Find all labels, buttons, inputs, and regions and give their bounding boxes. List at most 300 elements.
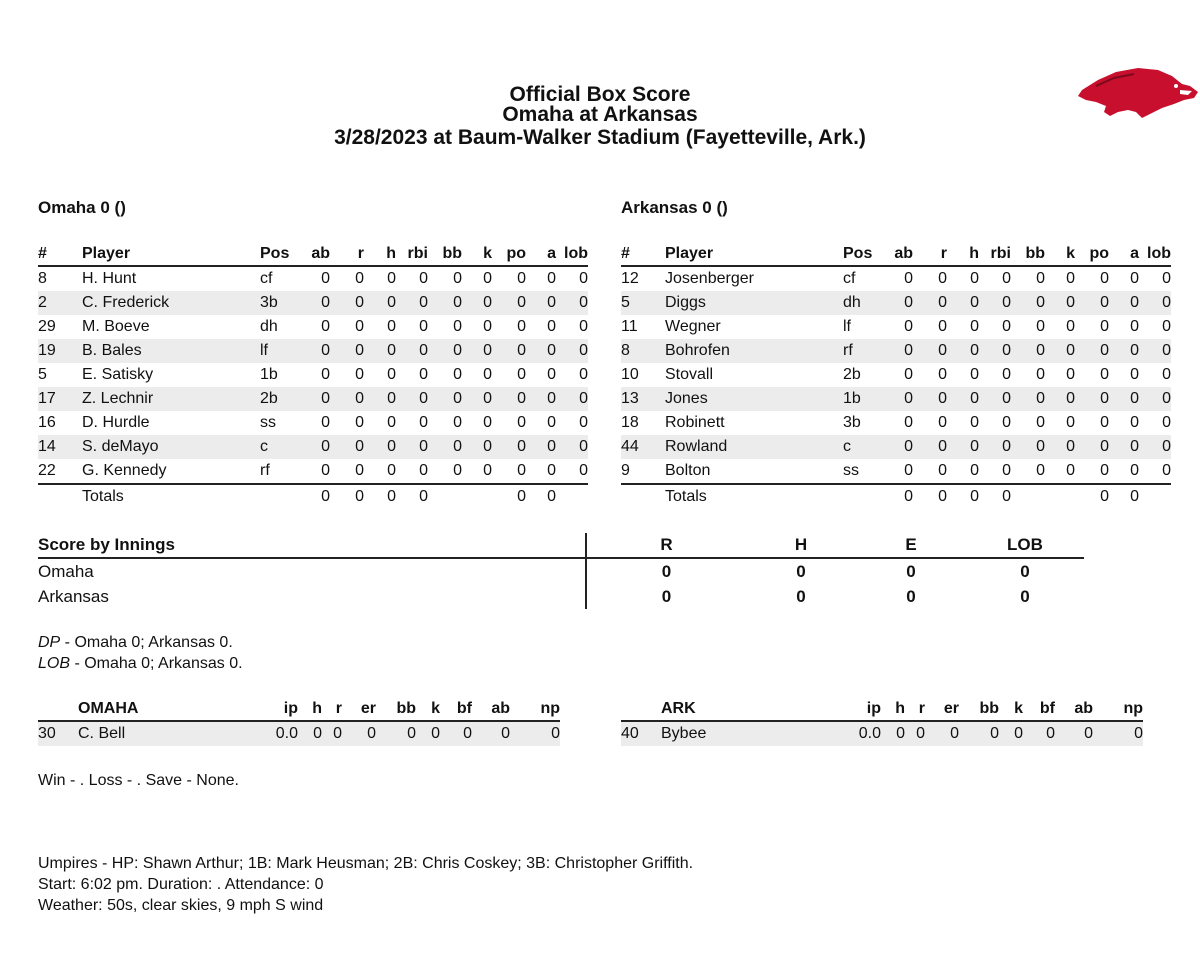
col-num: # <box>621 243 665 266</box>
player-pos: 2b <box>260 387 300 411</box>
player-po: 0 <box>517 318 526 335</box>
pitcher-name: C. Bell <box>78 721 268 746</box>
sbi-col-r: R <box>586 533 746 558</box>
sbi-row <box>38 558 1084 584</box>
player-po: 0 <box>1100 462 1109 479</box>
player-ab: 0 <box>904 462 913 479</box>
player-name: Josenberger <box>665 270 754 287</box>
col-a: a <box>526 243 556 266</box>
table-row <box>621 266 1171 291</box>
col-bb: bb <box>1011 243 1045 266</box>
player-a: 0 <box>526 387 556 411</box>
pcol-er: er <box>342 698 376 721</box>
score-by-innings-table <box>38 533 1084 609</box>
player-lob: 0 <box>579 462 588 479</box>
pitcher-h: 0 <box>298 721 322 746</box>
pitcher-bb: 0 <box>376 721 416 746</box>
totals-r: 0 <box>913 484 947 509</box>
player-pos: c <box>260 435 300 459</box>
player-ab: 0 <box>321 462 330 479</box>
pcol-bb: bb <box>959 698 999 721</box>
player-h: 0 <box>947 339 979 363</box>
game-footer <box>38 853 693 916</box>
totals-ab: 0 <box>300 484 330 509</box>
totals-ab: 0 <box>883 484 913 509</box>
col-k: k <box>462 243 492 266</box>
player-lob: 0 <box>1162 270 1171 287</box>
player-bb: 0 <box>1011 291 1045 315</box>
player-k: 0 <box>1066 462 1075 479</box>
table-row <box>38 363 588 387</box>
player-num: 11 <box>621 318 638 335</box>
col-player: Player <box>665 243 843 266</box>
totals-po: 0 <box>492 484 526 509</box>
player-ab: 0 <box>300 387 330 411</box>
player-lob: 0 <box>1139 387 1171 411</box>
table-row <box>38 339 588 363</box>
player-k: 0 <box>1045 387 1075 411</box>
away-batting-table <box>38 243 588 509</box>
player-po: 0 <box>517 462 526 479</box>
player-h: 0 <box>364 291 396 315</box>
player-r: 0 <box>913 435 947 459</box>
player-h: 0 <box>387 366 396 383</box>
player-name: Jones <box>665 387 843 411</box>
sbi-team: Omaha <box>38 558 586 584</box>
sbi-header-row <box>38 533 1084 558</box>
pitcher-num: 30 <box>38 721 78 746</box>
player-ab: 0 <box>321 270 330 287</box>
player-lob: 0 <box>1162 462 1171 479</box>
start-info: Start: 6:02 pm. Duration: . Attendance: 0 <box>38 876 324 893</box>
player-bb: 0 <box>1036 366 1045 383</box>
col-k: k <box>1045 243 1075 266</box>
player-h: 0 <box>387 318 396 335</box>
table-row <box>621 459 1171 484</box>
player-name: Rowland <box>665 435 843 459</box>
player-bb: 0 <box>428 435 462 459</box>
player-rbi: 0 <box>396 435 428 459</box>
player-po: 0 <box>517 366 526 383</box>
player-bb: 0 <box>428 339 462 363</box>
table-row <box>38 435 588 459</box>
player-r: 0 <box>355 462 364 479</box>
totals-row <box>38 484 588 509</box>
away-pitching-team: OMAHA <box>78 698 268 721</box>
totals-rbi: 0 <box>396 484 428 509</box>
player-po: 0 <box>492 291 526 315</box>
game-notes <box>38 632 243 674</box>
player-ab: 0 <box>904 318 913 335</box>
home-pitching-header <box>621 698 1143 721</box>
player-k: 0 <box>462 387 492 411</box>
player-name: S. deMayo <box>82 435 260 459</box>
dp-label: DP <box>38 634 61 651</box>
home-team-label: Arkansas 0 () <box>621 198 728 217</box>
player-ab: 0 <box>904 414 913 431</box>
player-h: 0 <box>387 270 396 287</box>
col-bb: bb <box>428 243 462 266</box>
player-bb: 0 <box>1036 462 1045 479</box>
totals-a: 0 <box>526 484 556 509</box>
player-h: 0 <box>364 387 396 411</box>
player-ab: 0 <box>321 318 330 335</box>
col-r: r <box>913 243 947 266</box>
sbi-team: Arkansas <box>38 584 586 609</box>
player-name: Bohrofen <box>665 339 843 363</box>
col-po: po <box>1075 243 1109 266</box>
double-plays-note <box>38 632 243 653</box>
player-ab: 0 <box>883 291 913 315</box>
player-name: D. Hurdle <box>82 414 150 431</box>
player-bb: 0 <box>1011 387 1045 411</box>
player-a: 0 <box>1109 291 1139 315</box>
player-r: 0 <box>330 291 364 315</box>
player-num: 8 <box>621 339 665 363</box>
player-pos: cf <box>260 270 273 287</box>
player-name: H. Hunt <box>82 270 137 287</box>
player-po: 0 <box>517 270 526 287</box>
pitcher-h: 0 <box>881 721 905 746</box>
decisions: Win - . Loss - . Save - None. <box>38 772 239 789</box>
home-pitching-table <box>621 698 1143 746</box>
player-lob: 0 <box>1162 414 1171 431</box>
player-rbi: 0 <box>979 339 1011 363</box>
away-team-label: Omaha 0 () <box>38 198 126 217</box>
player-lob: 0 <box>1139 339 1171 363</box>
player-pos: c <box>843 435 883 459</box>
player-k: 0 <box>483 414 492 431</box>
pcol-np: np <box>1093 698 1143 721</box>
player-r: 0 <box>355 270 364 287</box>
player-k: 0 <box>1066 270 1075 287</box>
player-pos: dh <box>843 291 883 315</box>
pitcher-k: 0 <box>416 721 440 746</box>
player-num: 16 <box>38 414 56 431</box>
player-rbi: 0 <box>1002 366 1011 383</box>
player-bb: 0 <box>453 270 462 287</box>
away-pitching-table <box>38 698 560 746</box>
pitcher-bf: 0 <box>1023 721 1055 746</box>
lob-text: - Omaha 0; Arkansas 0. <box>70 655 243 672</box>
player-num: 12 <box>621 270 639 287</box>
player-k: 0 <box>1066 318 1075 335</box>
player-ab: 0 <box>883 339 913 363</box>
pcol-bf: bf <box>1023 698 1055 721</box>
player-num: 18 <box>621 414 639 431</box>
player-pos: 3b <box>260 291 300 315</box>
away-header-row <box>38 243 588 266</box>
player-lob: 0 <box>579 318 588 335</box>
player-num: 19 <box>38 339 82 363</box>
player-ab: 0 <box>300 339 330 363</box>
player-a: 0 <box>547 318 556 335</box>
player-po: 0 <box>1075 339 1109 363</box>
player-bb: 0 <box>1011 339 1045 363</box>
player-pos: cf <box>843 270 856 287</box>
player-k: 0 <box>462 339 492 363</box>
home-header-row <box>621 243 1171 266</box>
player-lob: 0 <box>1162 366 1171 383</box>
player-po: 0 <box>1100 414 1109 431</box>
sbi-col-e: E <box>856 533 966 558</box>
table-row <box>38 387 588 411</box>
player-rbi: 0 <box>396 291 428 315</box>
player-lob: 0 <box>1139 435 1171 459</box>
player-k: 0 <box>483 366 492 383</box>
player-name: C. Frederick <box>82 291 260 315</box>
player-lob: 0 <box>556 435 588 459</box>
table-row <box>621 387 1171 411</box>
lob-label: LOB <box>38 655 71 672</box>
player-h: 0 <box>364 339 396 363</box>
player-pos: ss <box>843 462 859 479</box>
player-r: 0 <box>938 462 947 479</box>
table-row <box>621 435 1171 459</box>
razorback-hog-icon <box>1076 60 1200 124</box>
player-name: B. Bales <box>82 339 260 363</box>
table-row <box>621 315 1171 339</box>
date-venue: 3/28/2023 at Baum-Walker Stadium (Fayetteville, Ark.) <box>334 126 866 149</box>
player-r: 0 <box>938 414 947 431</box>
player-ab: 0 <box>883 435 913 459</box>
player-po: 0 <box>492 387 526 411</box>
table-row <box>621 339 1171 363</box>
col-rbi: rbi <box>979 243 1011 266</box>
pcol-np: np <box>510 698 560 721</box>
player-pos: 2b <box>843 366 861 383</box>
col-h: h <box>364 243 396 266</box>
player-rbi: 0 <box>419 414 428 431</box>
col-player: Player <box>82 243 260 266</box>
player-name: E. Satisky <box>82 366 154 383</box>
dp-text: - Omaha 0; Arkansas 0. <box>60 634 233 651</box>
table-row <box>38 459 588 484</box>
player-rbi: 0 <box>1002 462 1011 479</box>
player-bb: 0 <box>453 414 462 431</box>
table-row <box>38 315 588 339</box>
player-a: 0 <box>1109 435 1139 459</box>
player-k: 0 <box>1045 339 1075 363</box>
player-h: 0 <box>970 318 979 335</box>
totals-label: Totals <box>665 484 843 509</box>
player-bb: 0 <box>453 462 462 479</box>
pitcher-num: 40 <box>621 721 661 746</box>
player-r: 0 <box>938 366 947 383</box>
player-h: 0 <box>970 414 979 431</box>
player-pos: ss <box>260 414 276 431</box>
player-bb: 0 <box>1036 414 1045 431</box>
col-pos: Pos <box>843 243 883 266</box>
player-num: 13 <box>621 387 665 411</box>
matchup: Omaha at Arkansas <box>502 103 698 126</box>
pitcher-k: 0 <box>999 721 1023 746</box>
player-ab: 0 <box>300 291 330 315</box>
player-name: Stovall <box>665 366 714 383</box>
player-rbi: 0 <box>979 435 1011 459</box>
player-lob: 0 <box>579 270 588 287</box>
table-row <box>38 291 588 315</box>
player-num: 29 <box>38 318 56 335</box>
player-po: 0 <box>517 414 526 431</box>
player-r: 0 <box>913 387 947 411</box>
player-k: 0 <box>1066 366 1075 383</box>
pitcher-ab: 0 <box>472 721 510 746</box>
player-ab: 0 <box>904 270 913 287</box>
totals-r: 0 <box>330 484 364 509</box>
pcol-h: h <box>298 698 322 721</box>
home-batting-table <box>621 243 1171 509</box>
sbi-title: Score by Innings <box>38 533 586 558</box>
pitcher-ip: 0.0 <box>851 721 881 746</box>
weather: Weather: 50s, clear skies, 9 mph S wind <box>38 897 324 914</box>
pitcher-row <box>621 721 1143 746</box>
player-po: 0 <box>1100 270 1109 287</box>
player-a: 0 <box>526 291 556 315</box>
player-pos: lf <box>843 318 851 335</box>
col-h: h <box>947 243 979 266</box>
player-ab: 0 <box>321 366 330 383</box>
player-rbi: 0 <box>1002 414 1011 431</box>
player-h: 0 <box>387 462 396 479</box>
sbi-h: 0 <box>796 586 806 606</box>
lob-note <box>38 653 243 674</box>
col-num: # <box>38 243 82 266</box>
pcol-k: k <box>416 698 440 721</box>
player-h: 0 <box>947 435 979 459</box>
pcol-er: er <box>925 698 959 721</box>
player-po: 0 <box>1075 435 1109 459</box>
player-name: M. Boeve <box>82 318 150 335</box>
player-h: 0 <box>947 291 979 315</box>
sbi-lob: 0 <box>1020 586 1030 606</box>
table-row <box>38 266 588 291</box>
player-a: 0 <box>526 339 556 363</box>
player-lob: 0 <box>579 414 588 431</box>
player-bb: 0 <box>1036 270 1045 287</box>
totals-label: Totals <box>82 484 260 509</box>
player-num: 17 <box>38 387 82 411</box>
pitcher-name: Bybee <box>661 721 851 746</box>
umpires: Umpires - HP: Shawn Arthur; 1B: Mark Heusman; 2B: Chris Coskey; 3B: Christopher Griffith. <box>38 855 694 872</box>
player-k: 0 <box>462 291 492 315</box>
pcol-r: r <box>905 698 925 721</box>
player-name: Robinett <box>665 414 725 431</box>
pitcher-np: 0 <box>510 721 560 746</box>
table-row <box>621 363 1171 387</box>
player-rbi: 0 <box>419 366 428 383</box>
player-name: Bolton <box>665 462 711 479</box>
player-r: 0 <box>355 414 364 431</box>
player-num: 5 <box>38 366 47 383</box>
player-r: 0 <box>330 339 364 363</box>
player-a: 0 <box>526 435 556 459</box>
player-pos: 1b <box>843 387 883 411</box>
player-lob: 0 <box>556 387 588 411</box>
totals-h: 0 <box>364 484 396 509</box>
pitcher-bb: 0 <box>959 721 999 746</box>
player-ab: 0 <box>321 414 330 431</box>
player-ab: 0 <box>904 366 913 383</box>
player-r: 0 <box>355 318 364 335</box>
player-num: 10 <box>621 366 639 383</box>
player-k: 0 <box>462 435 492 459</box>
player-bb: 0 <box>453 366 462 383</box>
player-r: 0 <box>913 339 947 363</box>
player-num: 44 <box>621 435 665 459</box>
pcol-k: k <box>999 698 1023 721</box>
player-h: 0 <box>970 270 979 287</box>
player-num: 14 <box>38 435 82 459</box>
player-a: 0 <box>1130 462 1139 479</box>
pcol-ab: ab <box>472 698 510 721</box>
away-pitching-header <box>38 698 560 721</box>
pitcher-bf: 0 <box>440 721 472 746</box>
player-pos: lf <box>260 339 300 363</box>
sbi-h: 0 <box>796 561 806 581</box>
col-ab: ab <box>883 243 913 266</box>
player-r: 0 <box>330 387 364 411</box>
player-a: 0 <box>547 462 556 479</box>
pcol-ip: ip <box>851 698 881 721</box>
totals-po: 0 <box>1075 484 1109 509</box>
player-k: 0 <box>1045 435 1075 459</box>
pcol-ab: ab <box>1055 698 1093 721</box>
player-rbi: 0 <box>419 462 428 479</box>
player-a: 0 <box>1130 318 1139 335</box>
col-rbi: rbi <box>396 243 428 266</box>
player-lob: 0 <box>1162 318 1171 335</box>
player-h: 0 <box>364 435 396 459</box>
pcol-h: h <box>881 698 905 721</box>
player-pos: 1b <box>260 366 278 383</box>
col-a: a <box>1109 243 1139 266</box>
pcol-bb: bb <box>376 698 416 721</box>
player-rbi: 0 <box>1002 318 1011 335</box>
player-po: 0 <box>1075 387 1109 411</box>
player-a: 0 <box>1130 270 1139 287</box>
player-h: 0 <box>387 414 396 431</box>
table-row <box>38 411 588 435</box>
pitcher-row <box>38 721 560 746</box>
player-r: 0 <box>938 318 947 335</box>
player-pos: rf <box>260 462 270 479</box>
player-po: 0 <box>1100 318 1109 335</box>
sbi-col-h: H <box>746 533 856 558</box>
sbi-r: 0 <box>661 586 672 606</box>
player-h: 0 <box>947 387 979 411</box>
player-lob: 0 <box>579 366 588 383</box>
sbi-col-lob: LOB <box>966 533 1084 558</box>
player-a: 0 <box>547 414 556 431</box>
player-rbi: 0 <box>979 387 1011 411</box>
player-rbi: 0 <box>419 318 428 335</box>
pitcher-er: 0 <box>342 721 376 746</box>
player-name: Diggs <box>665 291 843 315</box>
col-lob: lob <box>556 243 588 266</box>
player-lob: 0 <box>1139 291 1171 315</box>
page-header <box>0 85 1200 151</box>
player-a: 0 <box>1109 387 1139 411</box>
player-pos: dh <box>260 318 278 335</box>
col-ab: ab <box>300 243 330 266</box>
player-k: 0 <box>483 462 492 479</box>
pitcher-r: 0 <box>322 721 342 746</box>
player-rbi: 0 <box>979 291 1011 315</box>
player-a: 0 <box>1130 366 1139 383</box>
player-bb: 0 <box>453 318 462 335</box>
player-ab: 0 <box>883 387 913 411</box>
